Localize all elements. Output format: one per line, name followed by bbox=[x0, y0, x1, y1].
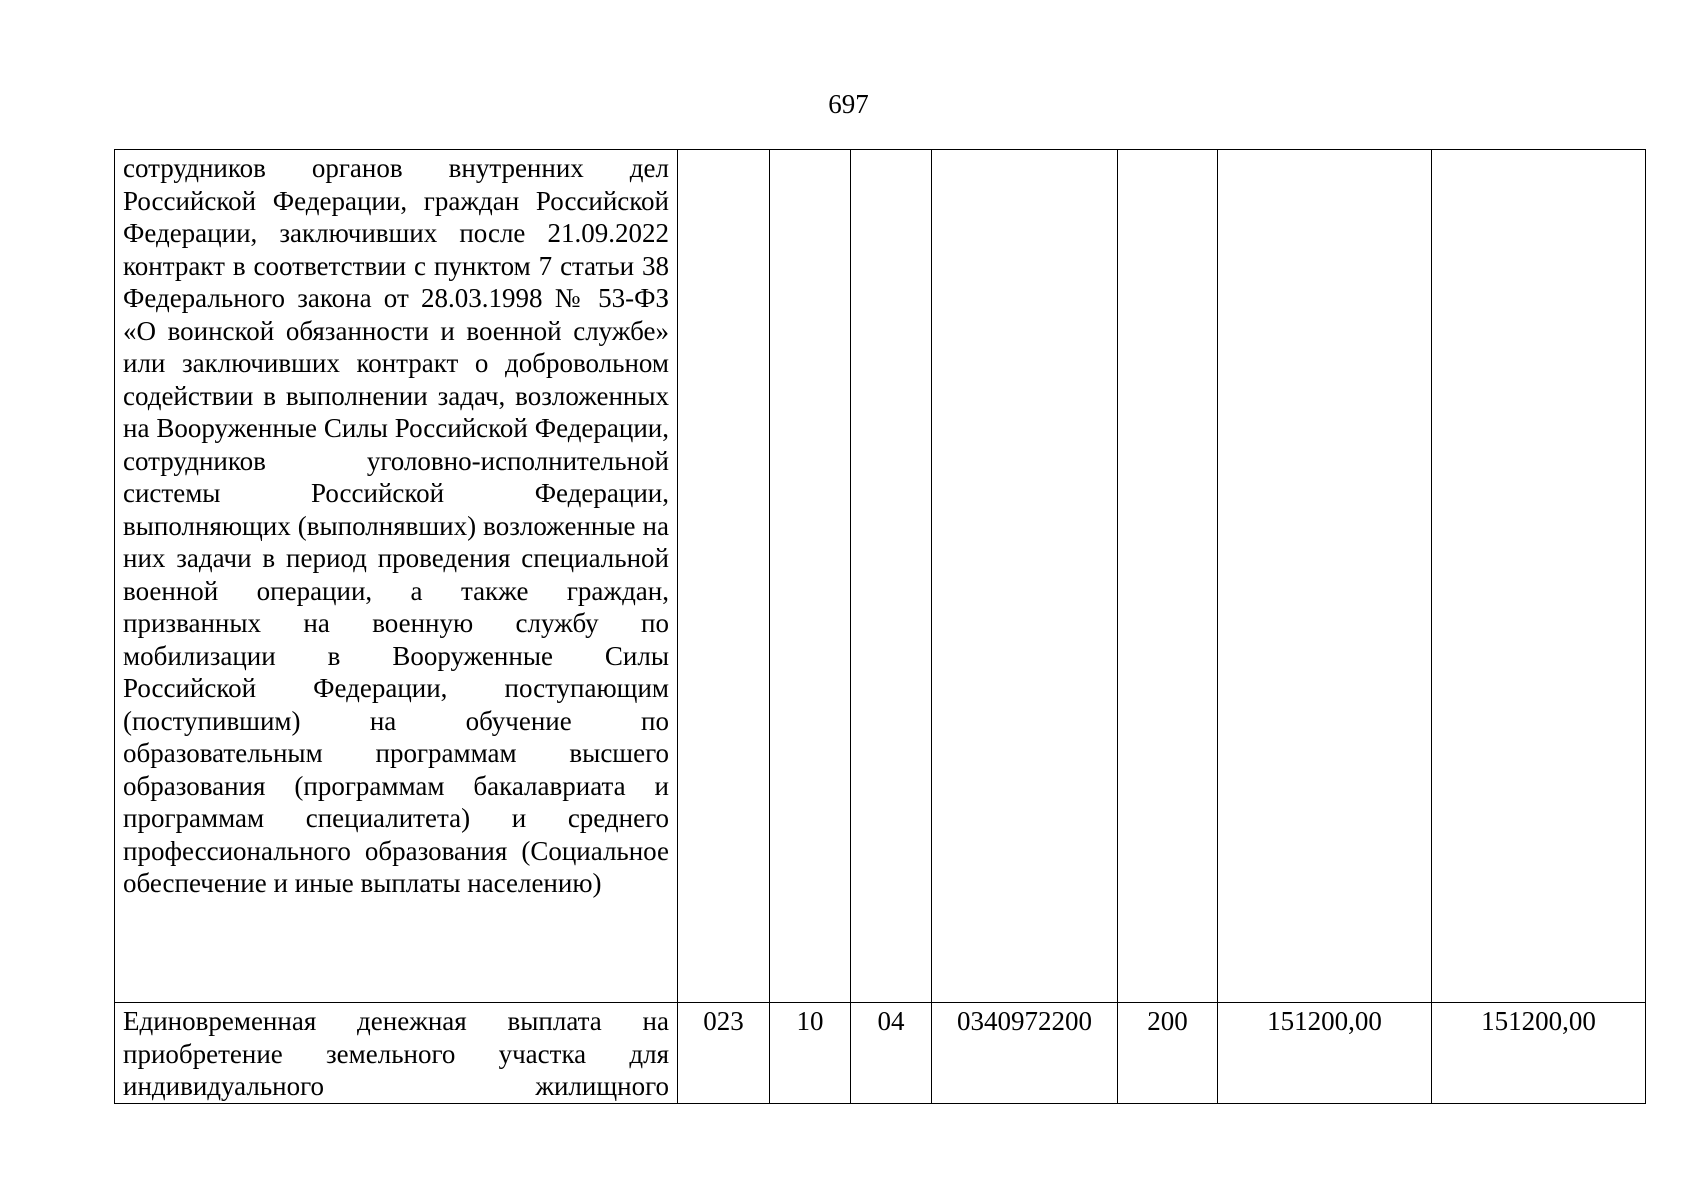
amount-cell-1: 151200,00 bbox=[1218, 1003, 1432, 1104]
target-article-cell: 0340972200 bbox=[932, 1003, 1118, 1104]
budget-table bbox=[114, 149, 1646, 1104]
section-code-cell bbox=[770, 150, 851, 1003]
row-description bbox=[115, 1003, 678, 1104]
expense-type-cell: 200 bbox=[1118, 1003, 1218, 1104]
row-description bbox=[115, 150, 678, 1003]
amount-cell-2: 151200,00 bbox=[1432, 1003, 1646, 1104]
expense-type-cell bbox=[1118, 150, 1218, 1003]
description-text: сотрудников органов внутренних дел Российской Федерации, граждан Российской Федерации, заключивших после 21.09.2022 контракт в соответствии с пунктом 7 статьи 38 Федерального закона от 28.03.1998 № 53-ФЗ «О воинской обязанности и военной службе» или заключивших контракт о добровольном содействии в выполнении задач, возложенных на Вооруженные Силы Российской Федерации, сотрудников уголовно-исполнительной системы Российской Федерации, выполняющих (выполнявших) возложенные на них задачи в период проведения специальной военной операции, а также граждан, призванных на военную службу по мобилизации в Вооруженные Силы Российской Федерации, поступающим (поступившим) на обучение по образовательным программам высшего образования (программам бакалавриата и программам специалитета) и среднего профессионального образования (Социальное обеспечение и иные выплаты населению) bbox=[123, 153, 669, 898]
page-number: 697 bbox=[828, 89, 869, 119]
subsection-code-cell bbox=[851, 150, 932, 1003]
amount-cell-2 bbox=[1432, 150, 1646, 1003]
subsection-code-cell: 04 bbox=[851, 1003, 932, 1104]
description-text: Единовременная денежная выплата на приобретение земельного участка для индивидуального жилищного bbox=[123, 1006, 669, 1101]
target-article-cell bbox=[932, 150, 1118, 1003]
table-row bbox=[115, 150, 1646, 1003]
amount-cell-1 bbox=[1218, 150, 1432, 1003]
ministry-code-cell: 023 bbox=[678, 1003, 770, 1104]
table-row bbox=[115, 1003, 1646, 1104]
ministry-code-cell bbox=[678, 150, 770, 1003]
section-code-cell: 10 bbox=[770, 1003, 851, 1104]
